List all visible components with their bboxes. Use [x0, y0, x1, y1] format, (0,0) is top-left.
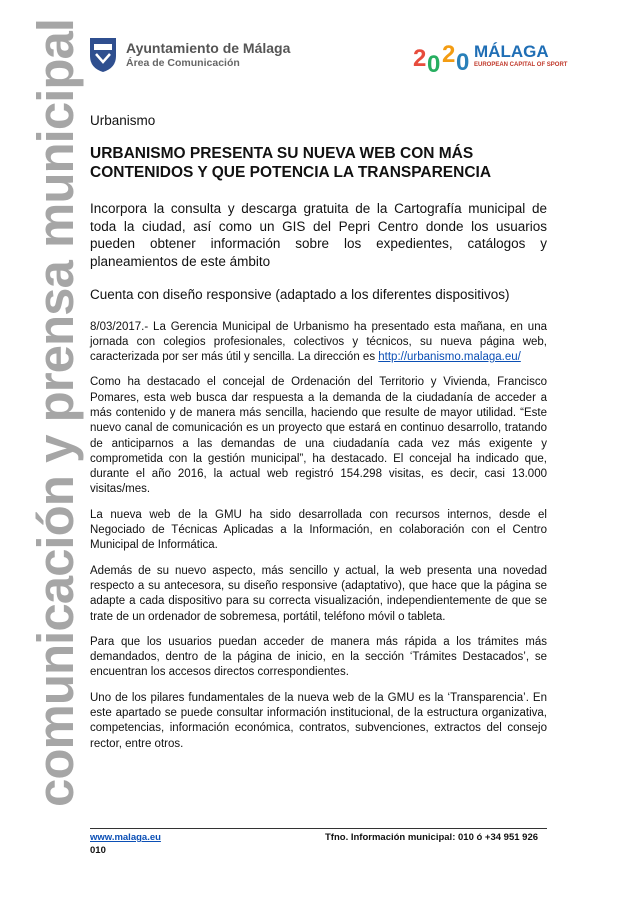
- org-name: Ayuntamiento de Málaga: [126, 40, 291, 56]
- sidebar-vertical-text: comunicación y prensa municipal: [27, 18, 84, 807]
- article: [90, 113, 547, 762]
- paragraph-intro: [90, 320, 547, 366]
- svg-text:2: 2: [442, 41, 456, 68]
- svg-text:0: 0: [456, 49, 470, 76]
- svg-text:2: 2: [413, 45, 427, 72]
- paragraph-6: Uno de los pilares fundamentales de la nueva web de la GMU es la ‘Transparencia’. En este apartado se puede consultar información institucional, de la estructura organizativa, competencias, información económica, contratos, subvenciones, extractos del consejo rector, entre otros.: [90, 691, 547, 750]
- subhead-2: Cuenta con diseño responsive (adaptado a los diferentes dispositivos): [90, 287, 510, 302]
- footer-divider: [90, 828, 547, 829]
- svg-text:0: 0: [427, 51, 441, 76]
- intro-text: 8/03/2017.- La Gerencia Municipal de Urbanismo ha presentado esta mañana, en una jornada con colegios profesionales, colectivos y técnicos, su nueva página web, caracterizada por ser más útil y sencilla. La dirección es: [90, 320, 547, 364]
- paragraph-5: Para que los usuarios puedan acceder de manera más rápida a los trámites más demandados, dentro de la página de inicio, en la sección ‘Trámites Destacados’, se encuentran los accesos directos correspondientes.: [90, 635, 547, 679]
- urbanismo-link[interactable]: http://urbanismo.malaga.eu/: [378, 351, 521, 364]
- headline: URBANISMO PRESENTA SU NUEVA WEB CON MÁS CONTENIDOS Y QUE POTENCIA LA TRANSPARENCIA: [90, 145, 492, 181]
- sport-capital-mark-icon: [412, 36, 474, 76]
- section-label: Urbanismo: [90, 113, 156, 128]
- event-logo: [412, 36, 567, 76]
- paragraph-4: Además de su nuevo aspecto, más sencillo y actual, la web presenta una novedad respecto a su antecesora, su diseño responsive (adaptativo), que hace que la página se adapte a cada dispositivo para su correcta visualización, independientemente de que se trate de un ordenador de sobremesa, portátil, teléfono móvil o tableta.: [90, 564, 547, 623]
- footer-phone-cont: 010: [90, 845, 106, 856]
- footer-website-link[interactable]: www.malaga.eu: [90, 832, 161, 843]
- event-subtitle: EUROPEAN CAPITAL OF SPORT: [474, 61, 568, 68]
- city-logo: [88, 36, 290, 74]
- coat-of-arms-icon: [88, 36, 118, 74]
- department-name: Área de Comunicación: [126, 57, 240, 69]
- event-name: MÁLAGA: [474, 41, 549, 61]
- subhead-1: Incorpora la consulta y descarga gratuita de la Cartografía municipal de toda la ciudad, así como un GIS del Pepri Centro donde los usuarios pueden obtener información sobre los expedientes, catálogos y planeamientos de este ámbito: [90, 201, 547, 269]
- paragraph-2: Como ha destacado el concejal de Ordenación del Territorio y Vivienda, Francisco Pomares, esta web busca dar respuesta a la demanda de la ciudadanía de acceder a más contenido y de manera más sencilla, haciendo que resulte de mayor utilidad. “Este nuevo canal de comunicación es un proyecto que estará en continuo desarrollo, tratando de anticiparnos a las demandas de una ciudadanía cada vez más exigente y comprometida con la gestión municipal”, ha destacado. El concejal ha indicado que, durante el año 2016, la actual web registró 154.298 visitas, es decir, casi 13.000 visitas/mes.: [90, 376, 547, 496]
- paragraph-3: La nueva web de la GMU ha sido desarrollada con recursos internos, desde el Negociado de Técnicas Aplicadas a la Información, en colaboración con el Centro Municipal de Informática.: [90, 508, 547, 552]
- footer-phone: Tfno. Información municipal: 010 ó +34 951 926: [325, 832, 539, 843]
